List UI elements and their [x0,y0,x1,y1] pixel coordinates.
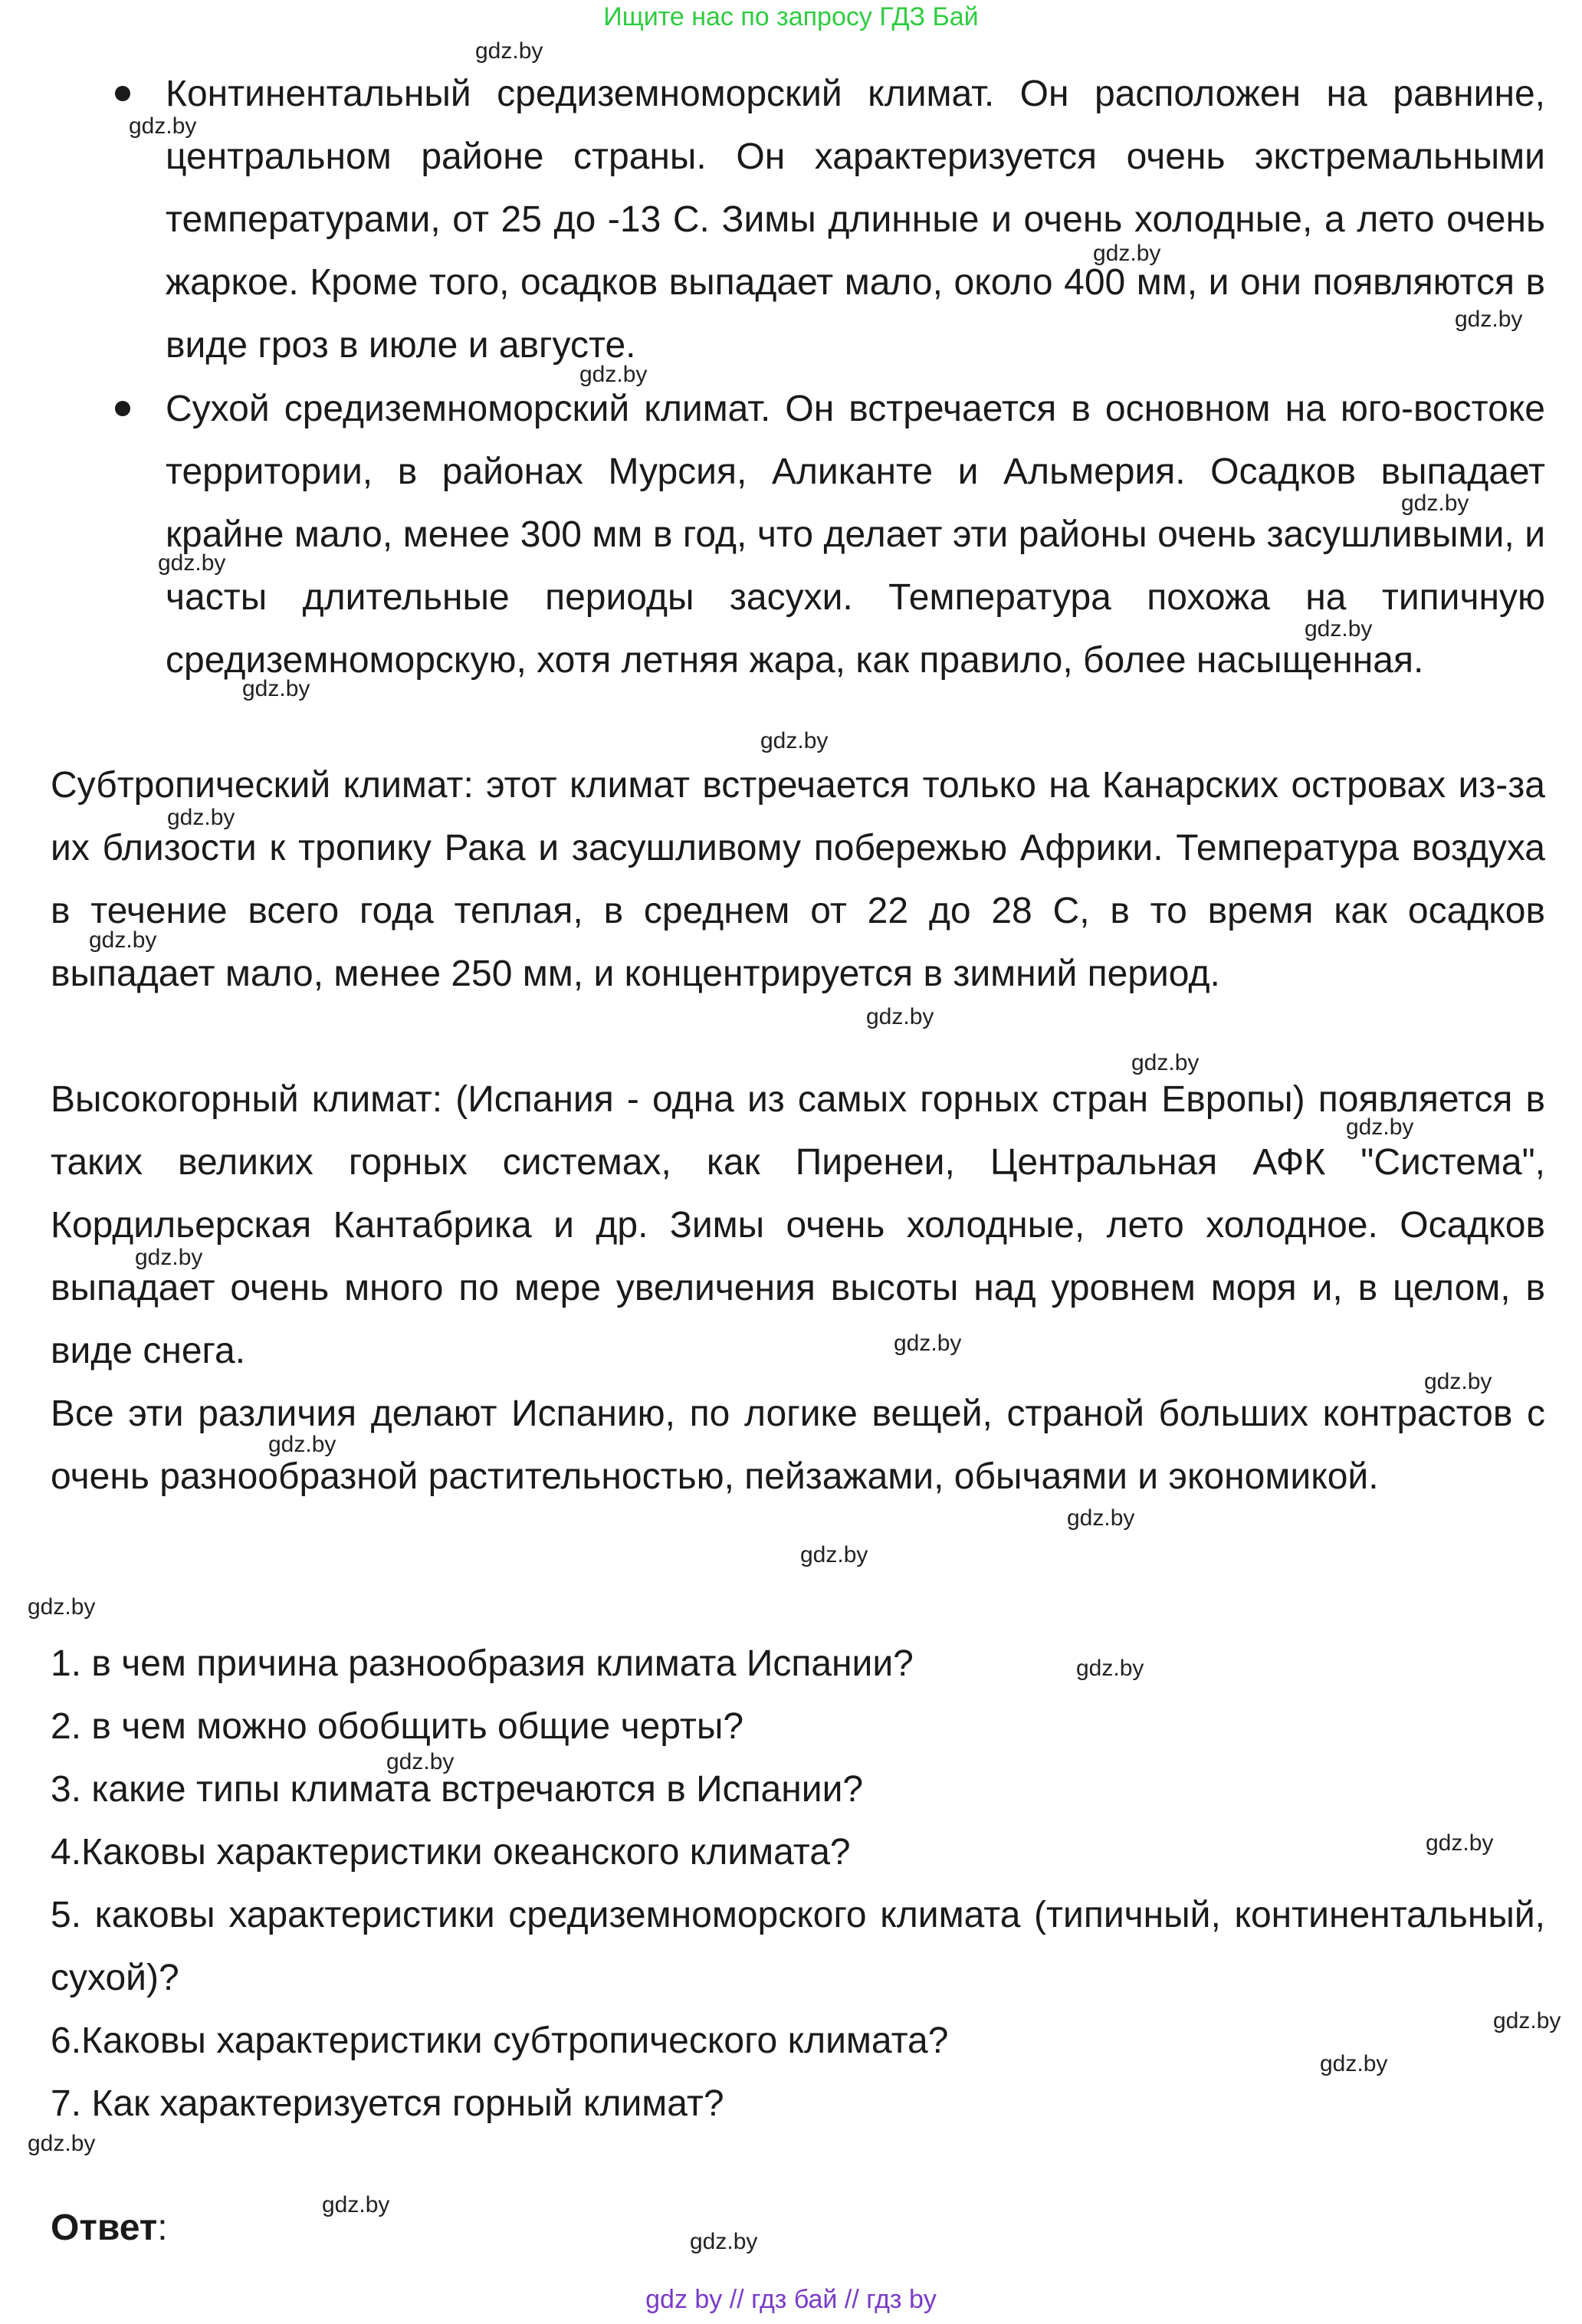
watermark: gdz.by [386,1749,455,1774]
watermark: gdz.by [322,2192,390,2217]
bottom-banner[interactable]: gdz by // гдз бай // гдз by [645,2285,937,2314]
bullet-dot [115,401,130,416]
watermark: gdz.by [475,38,543,64]
watermark: gdz.by [158,550,226,576]
watermark: gdz.by [1401,491,1469,516]
watermark: gdz.by [894,1331,962,1356]
top-banner[interactable]: Ищите нас по запросу ГДЗ Бай [603,2,979,31]
answer-colon: : [157,2207,168,2248]
answer-label [51,2197,168,2260]
watermark: gdz.by [800,1542,868,1567]
watermark: gdz.by [1131,1050,1200,1075]
watermark: gdz.by [1320,2051,1388,2076]
answer-word: Ответ [51,2207,158,2248]
paragraph-conclusion: Все эти различия делают Испанию, по логике вещей, страной больших контрастов с очень разнообразной растительностью, пейзажами, обычаями и экономикой. [51,1393,1545,1497]
paragraph-subtropical: Субтропический климат: этот климат встречается только на Канарских островах из-за их близости к тропику Рака и засушливому побережью Африки. Температура воздуха в течение всего года теплая, в среднем от 22 до 28 С, в то время как осадков выпадает мало, менее 250 мм, и концентрируется в зимний период. [51,765,1545,994]
watermark: gdz.by [1455,307,1523,332]
watermark: gdz.by [760,728,829,753]
bullet-continental-climate: Континентальный средиземноморский климат. Он расположен на равнине, центральном районе страны. Он характеризуется очень экстремальными температурами, от 25 до -13 С. Зимы длинные и очень холодные, а лето очень жаркое. Кроме того, осадков выпадает мало, около 400 мм, и они появляются в виде гроз в июле и августе. [166,74,1545,366]
watermark: gdz.by [89,927,157,953]
watermark: gdz.by [28,1594,96,1620]
bullet-dot [115,86,130,101]
watermark: gdz.by [28,2131,96,2156]
watermark: gdz.by [1493,2008,1561,2034]
watermark: gdz.by [1346,1114,1414,1140]
watermark: gdz.by [268,1432,336,1457]
watermark: gdz.by [866,1004,934,1029]
watermark: gdz.by [1076,1656,1144,1681]
watermark: gdz.by [242,676,310,701]
question-7: 7. Как характеризуется горный климат? [51,2083,724,2124]
question-2: 2. в чем можно обобщить общие черты? [51,1706,744,1747]
question-3: 3. какие типы климата встречаются в Испании? [51,1769,864,1810]
watermark: gdz.by [579,362,648,387]
paragraph-highland: Высокогорный климат: (Испания - одна из самых горных стран Европы) появляется в таких великих горных системах, как Пиренеи, Центральная АФК "Система", Кордильерская Кантабрика и др. Зимы очень холодные, лето холодное. Осадков выпадает очень много по мере увеличения высоты над уровнем моря и, в целом, в виде снега. [51,1079,1545,1371]
watermark: gdz.by [1426,1830,1494,1856]
bullet-dry-climate: Сухой средиземноморский климат. Он встречается в основном на юго-востоке территории, в районах Мурсия, Аликанте и Альмерия. Осадков выпадает крайне мало, менее 300 мм в год, что делает эти районы очень засушливыми, и часты длительные периоды засухи. Температура похожа на типичную средиземноморскую, хотя летняя жара, как правило, более насыщенная. [166,389,1545,681]
watermark: gdz.by [1093,241,1161,266]
watermark: gdz.by [1424,1369,1492,1394]
question-4: 4.Каковы характеристики океанского климата? [51,1832,851,1873]
watermark: gdz.by [1305,616,1373,642]
question-5: 5. каковы характеристики средиземноморского климата (типичный, континентальный, сухой)? [51,1895,1545,1998]
question-1: 1. в чем причина разнообразия климата Испании? [51,1643,914,1684]
watermark: gdz.by [135,1245,203,1270]
watermark: gdz.by [129,113,197,139]
watermark: gdz.by [167,805,235,830]
watermark: gdz.by [1067,1505,1135,1531]
question-6: 6.Каковы характеристики субтропического климата? [51,2020,949,2061]
watermark: gdz.by [690,2229,758,2254]
